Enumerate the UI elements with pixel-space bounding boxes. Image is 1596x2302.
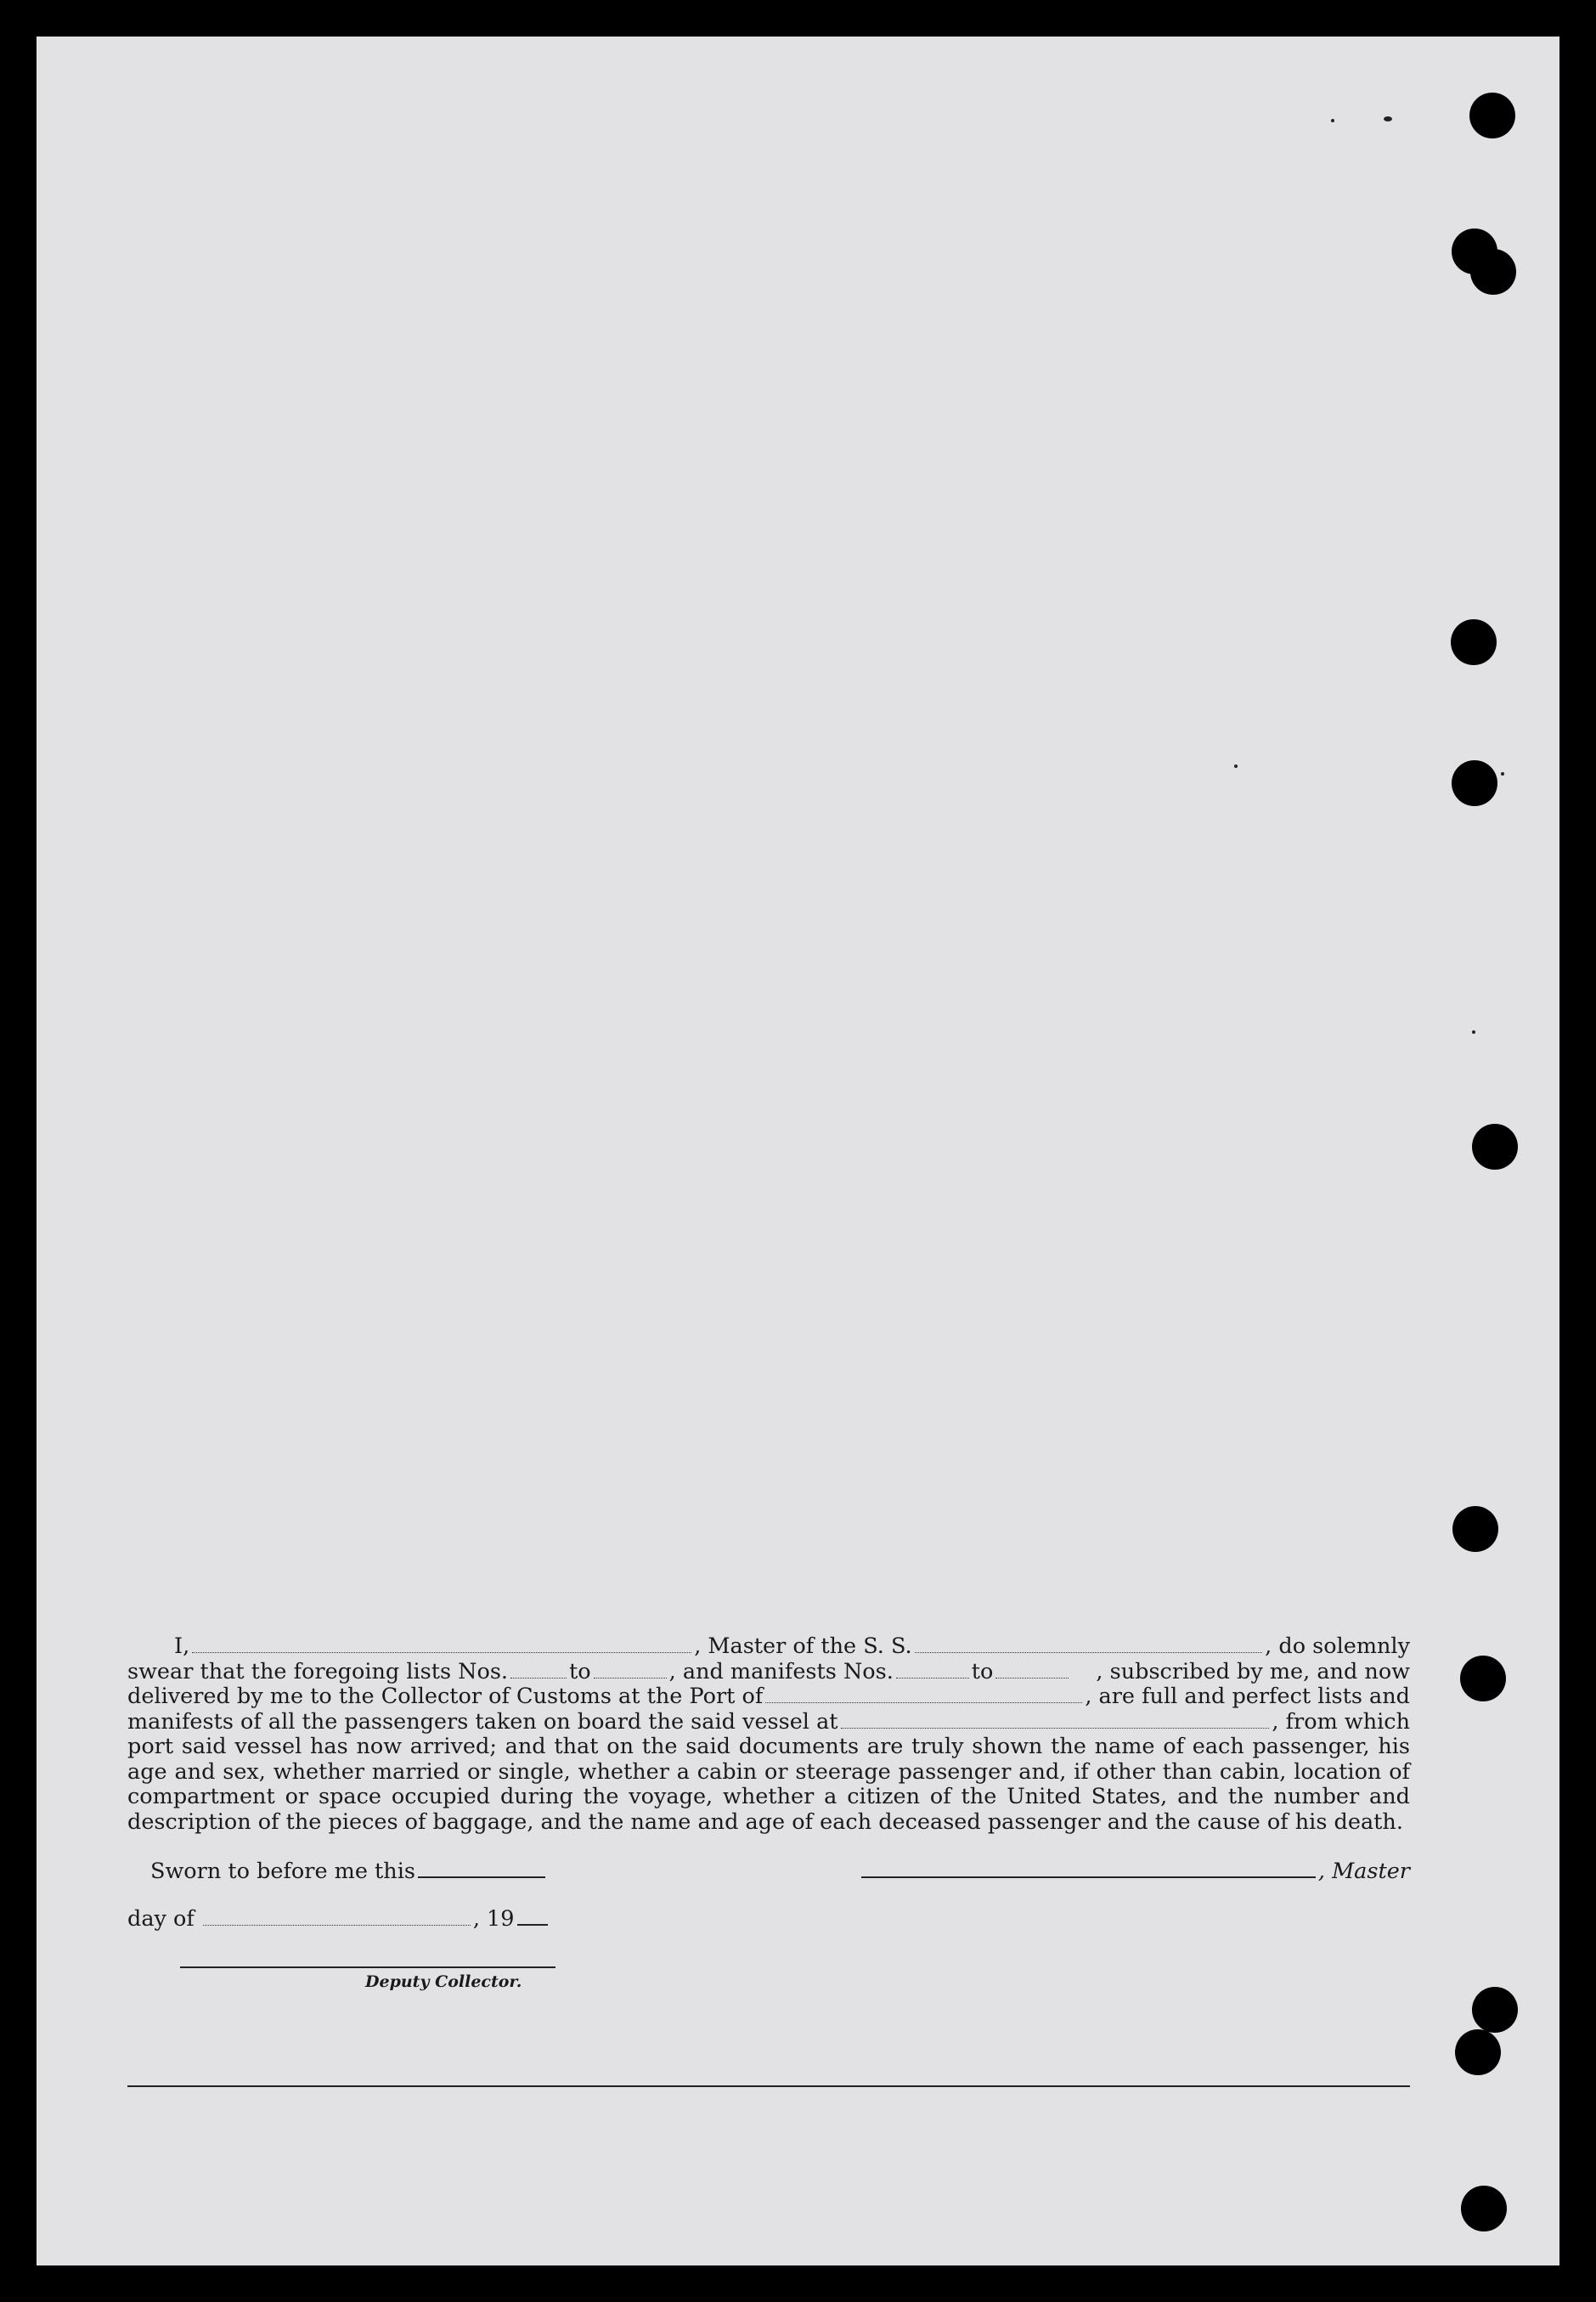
sworn-label: Sworn to before me this [150, 1859, 415, 1884]
day-of-label: day of [127, 1906, 195, 1932]
punch-hole [1452, 1506, 1498, 1552]
ship-name-field[interactable] [915, 1635, 1263, 1653]
deputy-collector-caption: Deputy Collector. [365, 1972, 522, 1991]
oath-paragraph [127, 1634, 1410, 1835]
speck [1331, 119, 1334, 122]
speck [1234, 765, 1238, 768]
deputy-signature-line[interactable] [180, 1966, 555, 1968]
punch-hole [1472, 1124, 1518, 1170]
month-field[interactable] [203, 1908, 471, 1926]
punch-hole [1451, 619, 1497, 665]
day-row [127, 1906, 550, 1932]
oath-text: , and manifests Nos. [668, 1658, 894, 1684]
punch-hole [1470, 249, 1516, 295]
oath-line [127, 1634, 1410, 1660]
oath-text: to [569, 1658, 591, 1684]
year-label: , 19 [472, 1906, 515, 1932]
embark-port-field[interactable] [841, 1711, 1270, 1729]
oath-text: , do solemnly [1265, 1633, 1410, 1659]
oath-text: I, [174, 1633, 190, 1659]
port-field[interactable] [765, 1685, 1082, 1703]
oath-text: , subscribed by me, and now [1096, 1658, 1410, 1684]
master-signature-field[interactable] [861, 1861, 1316, 1878]
punch-hole [1452, 760, 1497, 806]
oath-text: , are full and perfect lists and [1085, 1684, 1410, 1709]
oath-line [127, 1710, 1410, 1735]
year-field[interactable] [517, 1909, 548, 1926]
oath-text: swear that the foregoing lists Nos. [127, 1658, 509, 1684]
punch-hole [1472, 1987, 1518, 2033]
oath-text: manifests of all the passengers taken on board the said vessel at [127, 1708, 838, 1735]
speck [1501, 772, 1504, 776]
master-name-field[interactable] [192, 1635, 691, 1653]
oath-text: , Master of the S. S. [694, 1633, 912, 1659]
lists-to-field[interactable] [594, 1661, 667, 1679]
lists-from-field[interactable] [510, 1661, 567, 1679]
manifests-from-field[interactable] [896, 1661, 969, 1679]
master-label: , Master [1317, 1859, 1410, 1884]
sworn-day-field[interactable] [418, 1861, 545, 1878]
punch-hole [1469, 93, 1515, 138]
punch-hole [1455, 2029, 1501, 2075]
oath-text: to [971, 1658, 994, 1684]
oath-text: , from which [1272, 1708, 1410, 1735]
oath-line [127, 1684, 1410, 1710]
oath-text-rest: port said vessel has now arrived; and that on the said documents are truly shown the name of each passenger, his age and sex, whether married or single, whether a cabin or steerage passenger and, if other than cabin, location of compartment or space occupied during the voyage, whether a citizen of the United States, and the number and description of the pieces of baggage, and the name and age of each deceased passenger and the cause of his death. [127, 1734, 1410, 1835]
speck [1384, 116, 1392, 121]
sworn-row [127, 1859, 1410, 1884]
bottom-rule [127, 2085, 1410, 2087]
punch-hole [1461, 2186, 1507, 2231]
punch-hole [1460, 1656, 1506, 1701]
speck [1472, 1030, 1475, 1034]
manifests-to-field[interactable] [995, 1661, 1069, 1679]
oath-line [127, 1660, 1410, 1685]
oath-text: delivered by me to the Collector of Customs at the Port of [127, 1684, 764, 1709]
